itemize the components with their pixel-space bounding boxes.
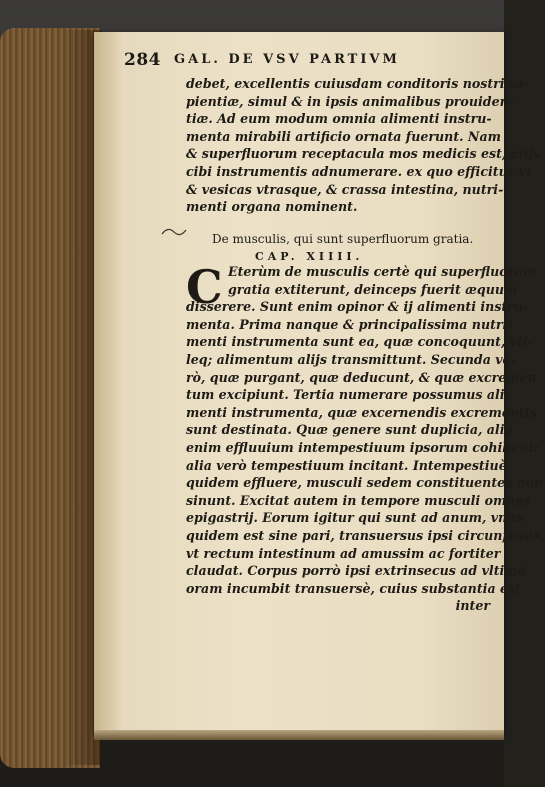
text-line: cibi instrumentis adnumerare. ex quo efficitur vt bbox=[186, 163, 532, 179]
text-line: tum excipiunt. Tertia numerare possumus ali- bbox=[186, 387, 510, 403]
text-line: tiæ. Ad eum modum omnia alimenti instru- bbox=[186, 111, 492, 127]
text-line: sinunt. Excitat autem in tempore musculi omnes bbox=[186, 492, 531, 508]
top-paragraph bbox=[186, 75, 541, 216]
text-line: menta mirabili artificio ornata fuerunt. Nam bbox=[186, 128, 501, 144]
text-line: menta. Prima nanque & principalissima nutri- bbox=[186, 316, 513, 332]
text-line: sunt destinata. Quæ genere sunt duplicia, alia bbox=[186, 422, 513, 438]
text-line: menti instrumenta, quæ excernendis excrementis bbox=[186, 404, 537, 420]
chapter-body bbox=[186, 260, 545, 615]
page-header bbox=[124, 50, 494, 72]
text-line: epigastrij. Eorum igitur qui sunt ad anum, vnus bbox=[186, 510, 524, 526]
text-line: menti instrumenta sunt ea, quæ concoquunt, vti- bbox=[186, 334, 533, 350]
text-line: claudat. Corpus porrò ipsi extrinsecus ad vltimâ bbox=[186, 563, 526, 579]
folio-number: 284 bbox=[124, 50, 161, 70]
text-line: pientiæ, simul & in ipsis animalibus prouiden- bbox=[186, 93, 514, 109]
text-line: leq; alimentum alijs transmittunt. Secunda ve- bbox=[186, 351, 516, 367]
chapter-heading: De musculis, qui sunt superfluorum gratia. bbox=[212, 232, 474, 246]
chapter-number: CAP. XIIII. bbox=[255, 250, 364, 263]
catchword: inter bbox=[455, 598, 490, 614]
text-line: quidem effluere, musculi sedem constituentes non bbox=[186, 475, 544, 491]
text-line: debet, excellentis cuiusdam conditoris nostri sa- bbox=[186, 76, 530, 91]
text-line: gratia extiterunt, deinceps fuerit æquum bbox=[228, 281, 518, 297]
text-line: enim effluuium intempestiuum ipsorum cohibent: bbox=[186, 439, 539, 455]
text-line: quidem est sine pari, transuersus ipsi circunfusus, bbox=[186, 527, 545, 543]
text-line: Eterùm de musculis certè qui superfluorum bbox=[228, 264, 537, 279]
margin-flourish-icon bbox=[160, 224, 188, 238]
text-line: & superfluorum receptacula mos medicis est, alijs bbox=[186, 146, 541, 162]
text-line: disserere. Sunt enim opinor & ij alimenti instru- bbox=[186, 299, 529, 315]
page-bottom-edge bbox=[94, 730, 504, 740]
text-line: & vesicas vtrasque, & crassa intestina, nutri- bbox=[186, 181, 504, 197]
text-line: menti organa nominent. bbox=[186, 199, 358, 215]
text-line: alia verò tempestiuum incitant. Intempestiuè bbox=[186, 457, 507, 473]
drop-capital: C bbox=[186, 260, 223, 314]
running-head: GAL. DE VSV PARTIVM bbox=[174, 52, 400, 67]
text-line: oram incumbit transuersè, cuius substantia est bbox=[186, 580, 521, 596]
text-line: vt rectum intestinum ad amussim ac fortiter bbox=[186, 545, 501, 561]
text-line: rò, quæ purgant, quæ deducunt, & quæ excremen bbox=[186, 369, 537, 385]
